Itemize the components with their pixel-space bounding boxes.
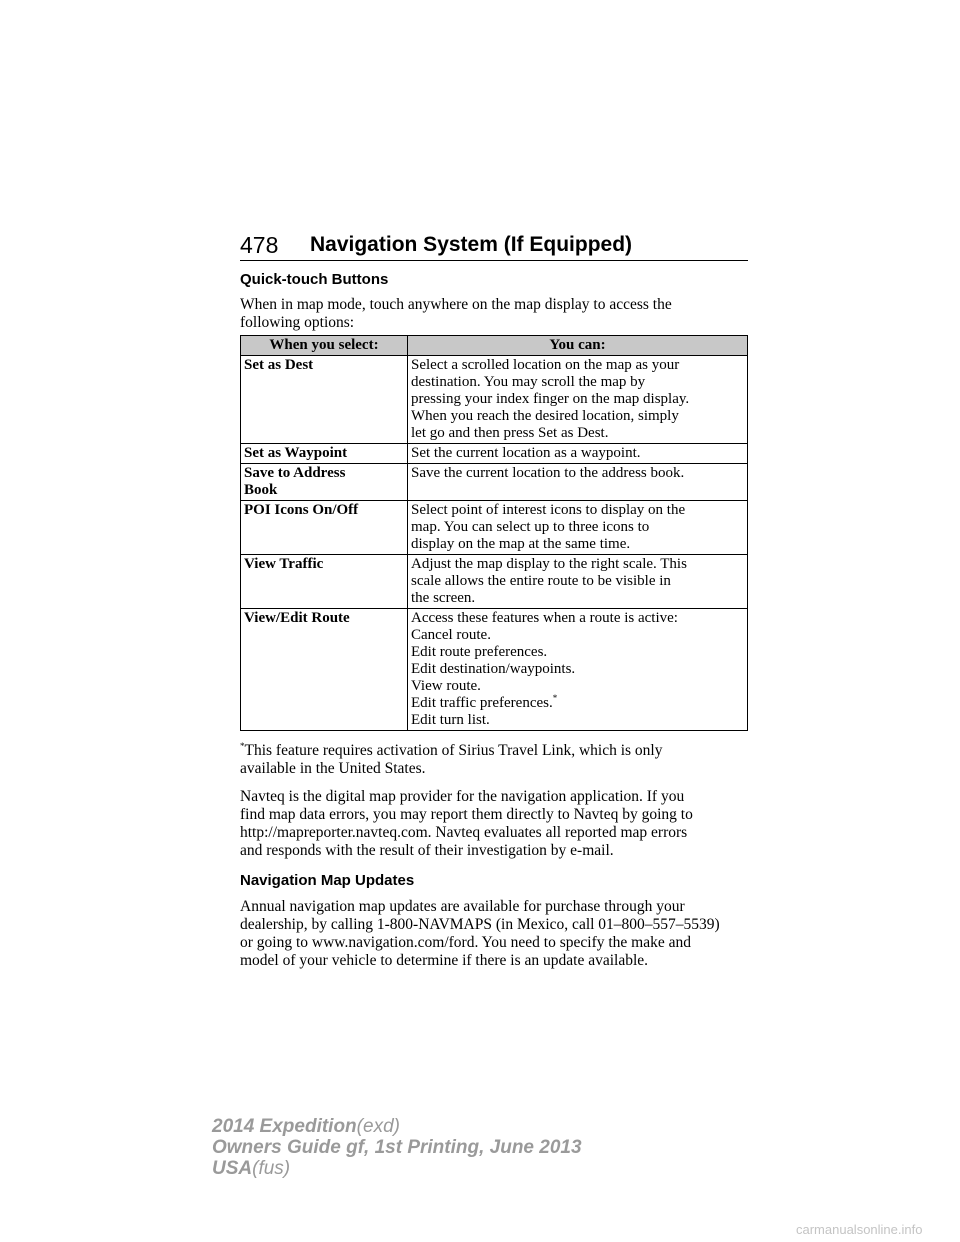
option-description: Adjust the map display to the right scale. This scale allows the entire route to be visible in the screen. <box>408 555 748 609</box>
option-description: Select point of interest icons to display on the map. You can select up to three icons to display on the map at the same time. <box>408 501 748 555</box>
footnote-marker: * <box>240 740 245 751</box>
footnote: *This feature requires activation of Sirius Travel Link, which is only available in the United States. <box>240 740 663 777</box>
table-row <box>241 501 748 555</box>
table-row <box>241 356 748 444</box>
chapter-title: Navigation System (If Equipped) <box>310 233 633 256</box>
table-row <box>241 444 748 464</box>
table-row <box>241 555 748 609</box>
column-header: You can: <box>408 336 748 356</box>
print-footer: 2014 Expedition(exd) Owners Guide gf, 1st Printing, June 2013 USA(fus) <box>212 1116 582 1179</box>
option-name: View/Edit Route <box>241 609 408 731</box>
option-description: Access these features when a route is active: Cancel route. Edit route preferences. Edit destination/waypoints. View route. Edit traffic preferences.* Edit turn list. <box>408 609 748 731</box>
option-name: Set as Waypoint <box>241 444 408 464</box>
table-header-row <box>241 336 748 356</box>
navteq-paragraph: Navteq is the digital map provider for the navigation application. If you find map data errors, you may report them directly to Navteq by going to http://mapreporter.navteq.com. Navteq evaluates all reported map errors and responds with the result of their investigation by e-mail. <box>240 788 693 859</box>
option-name: Set as Dest <box>241 356 408 444</box>
option-name: View Traffic <box>241 555 408 609</box>
map-updates-paragraph: Annual navigation map updates are available for purchase through your dealership, by calling 1-800-NAVMAPS (in Mexico, call 01–800–557–5539) or going to www.navigation.com/ford. You need to specify the make and model of your vehicle to determine if there is an update available. <box>240 898 720 969</box>
watermark: carmanualsonline.info <box>796 1222 923 1237</box>
section-heading-map-updates: Navigation Map Updates <box>240 872 415 889</box>
option-name: Save to Address Book <box>241 464 408 501</box>
option-name: POI Icons On/Off <box>241 501 408 555</box>
quick-touch-table <box>240 335 748 731</box>
option-description: Set the current location as a waypoint. <box>408 444 748 464</box>
page-number: 478 <box>240 232 279 258</box>
table-row <box>241 609 748 731</box>
column-header: When you select: <box>241 336 408 356</box>
option-description: Save the current location to the address book. <box>408 464 748 501</box>
page-header <box>240 230 748 261</box>
section-heading-quick-touch: Quick-touch Buttons <box>240 271 389 288</box>
footnote-marker: * <box>552 693 558 703</box>
option-description: Select a scrolled location on the map as your destination. You may scroll the map by pressing your index finger on the map display. When you reach the desired location, simply let go and then press Set as Dest. <box>408 356 748 444</box>
intro-paragraph: When in map mode, touch anywhere on the map display to access the following options: <box>240 296 672 331</box>
table-row <box>241 464 748 501</box>
